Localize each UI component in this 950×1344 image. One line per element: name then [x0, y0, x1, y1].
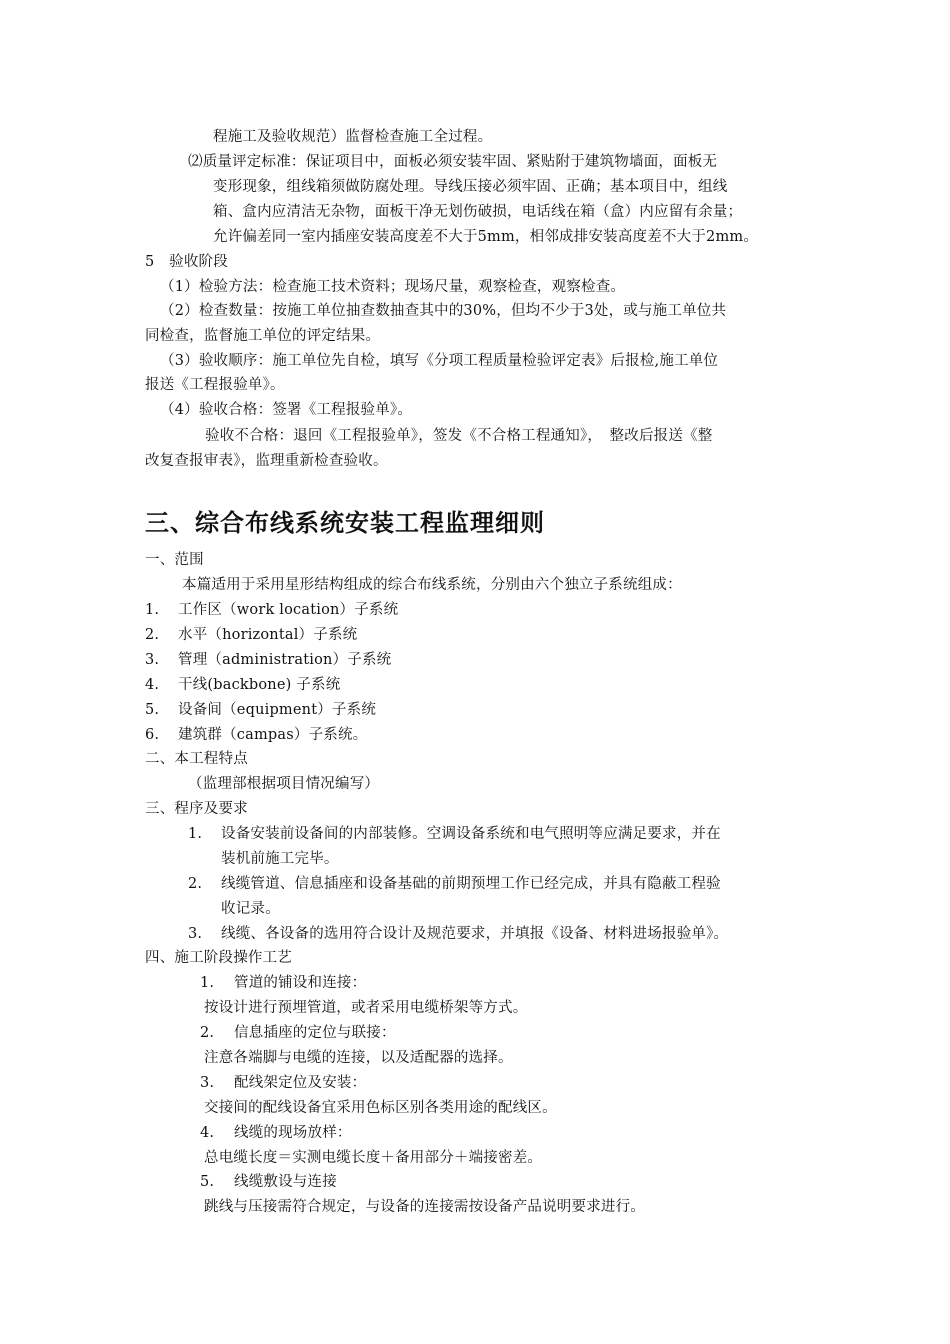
operation-title: 线缆敷设与连接: [234, 1174, 337, 1190]
procedure-continuation: 收记录。: [221, 901, 280, 917]
list-item: [145, 700, 376, 720]
operation-body: 注意各端脚与电缆的连接，以及适配器的选择。: [204, 1050, 513, 1066]
operation-body: 跳线与压接需符合规定，与设备的连接需按设备产品说明要求进行。: [204, 1199, 645, 1215]
list-number: 1.: [188, 826, 203, 842]
procedure-item: [188, 824, 721, 844]
feature-note: （监理部根据项目情况编写）: [188, 776, 380, 792]
list-item: [145, 725, 367, 745]
list-number: 1.: [145, 602, 160, 618]
text-line: 改复查报审表》，监理重新检查验收。: [145, 453, 388, 469]
operation-body: 交接间的配线设备宜采用色标区别各类用途的配线区。: [204, 1100, 557, 1116]
section-heading: 三、综合布线系统安装工程监理细则: [145, 509, 545, 537]
inspection-quantity: （2）检查数量：按施工单位抽查数抽查其中的30%，但均不少于3处，或与施工单位共: [160, 303, 727, 319]
list-text: 线缆管道、信息插座和设备基础的前期预埋工作已经完成，并具有隐蔽工程验: [221, 876, 721, 892]
procedure-item: [188, 874, 721, 894]
list-number: 1.: [200, 975, 215, 991]
scope-title: 一、范围: [145, 552, 204, 568]
operation-title: 信息插座的定位与联接：: [234, 1025, 396, 1041]
list-number: 6.: [145, 727, 160, 743]
stage-title: 5 验收阶段: [145, 254, 228, 270]
list-number: 2.: [188, 876, 203, 892]
operations-title: 四、施工阶段操作工艺: [145, 950, 292, 966]
text-line: 程施工及验收规范）监督检查施工全过程。: [213, 129, 493, 145]
list-number: 5.: [200, 1174, 215, 1190]
list-text: 工作区（work location）子系统: [178, 602, 399, 618]
list-number: 3.: [200, 1075, 215, 1091]
feature-title: 二、本工程特点: [145, 751, 248, 767]
procedure-title: 三、程序及要求: [145, 801, 248, 817]
operation-item: [200, 1172, 337, 1192]
list-number: 3.: [188, 926, 203, 942]
list-text: 管理（administration）子系统: [178, 652, 392, 668]
procedure-item: [188, 924, 728, 944]
list-text: 设备间（equipment）子系统: [178, 702, 377, 718]
acceptance-fail: 验收不合格：退回《工程报验单》，签发《不合格工程通知》， 整改后报送《整: [205, 428, 713, 444]
list-number: 2.: [145, 627, 160, 643]
list-number: 5.: [145, 702, 160, 718]
list-item: [145, 675, 340, 695]
inspection-method: （1）检验方法：检查施工技术资料；现场尺量，观察检查，观察检查。: [160, 279, 626, 295]
list-text: 线缆、各设备的选用符合设计及规范要求，并填报《设备、材料进场报验单》。: [221, 926, 729, 942]
operation-item: [200, 1023, 396, 1043]
list-text: 建筑群（campas）子系统。: [178, 727, 368, 743]
list-number: 3.: [145, 652, 160, 668]
operation-title: 线缆的现场放样：: [234, 1125, 352, 1141]
list-text: 设备安装前设备间的内部装修。空调设备系统和电气照明等应满足要求，并在: [221, 826, 721, 842]
list-number: 4.: [145, 677, 160, 693]
list-text: 干线(backbone) 子系统: [178, 677, 341, 693]
operation-item: [200, 1073, 366, 1093]
procedure-continuation: 装机前施工完毕。: [221, 851, 339, 867]
acceptance-order: （3）验收顺序：施工单位先自检，填写《分项工程质量检验评定表》后报检,施工单位: [160, 353, 719, 369]
operation-body: 总电缆长度＝实测电缆长度＋备用部分＋端接密差。: [204, 1150, 543, 1166]
operation-title: 管道的铺设和连接：: [234, 975, 367, 991]
operation-item: [200, 973, 366, 993]
list-item: [145, 650, 391, 670]
list-number: 4.: [200, 1125, 215, 1141]
operation-body: 按设计进行预埋管道，或者采用电缆桥架等方式。: [204, 1000, 528, 1016]
quality-standard-line: ⑵质量评定标准：保证项目中，面板必须安装牢固、紧贴附于建筑物墙面，面板无: [188, 154, 718, 170]
text-line: 允许偏差同一室内插座安装高度差不大于5mm，相邻成排安装高度差不大于2mm。: [213, 229, 759, 245]
text-line: 同检查，监督施工单位的评定结果。: [145, 328, 381, 344]
list-text: 水平（horizontal）子系统: [178, 627, 358, 643]
operation-item: [200, 1123, 352, 1143]
text-line: 变形现象，组线箱须做防腐处理。导线压接必须牢固、正确；基本项目中，组线: [213, 179, 728, 195]
text-line: 箱、盒内应清洁无杂物，面板干净无划伤破损，电话线在箱（盒）内应留有余量；: [213, 204, 743, 220]
scope-intro: 本篇适用于采用星形结构组成的综合布线系统，分别由六个独立子系统组成：: [182, 577, 682, 593]
list-item: [145, 625, 357, 645]
acceptance-pass: （4）验收合格：签署《工程报验单》。: [160, 402, 413, 418]
list-number: 2.: [200, 1025, 215, 1041]
operation-title: 配线架定位及安装：: [234, 1075, 367, 1091]
list-item: [145, 600, 398, 620]
text-line: 报送《工程报验单》。: [145, 377, 285, 393]
